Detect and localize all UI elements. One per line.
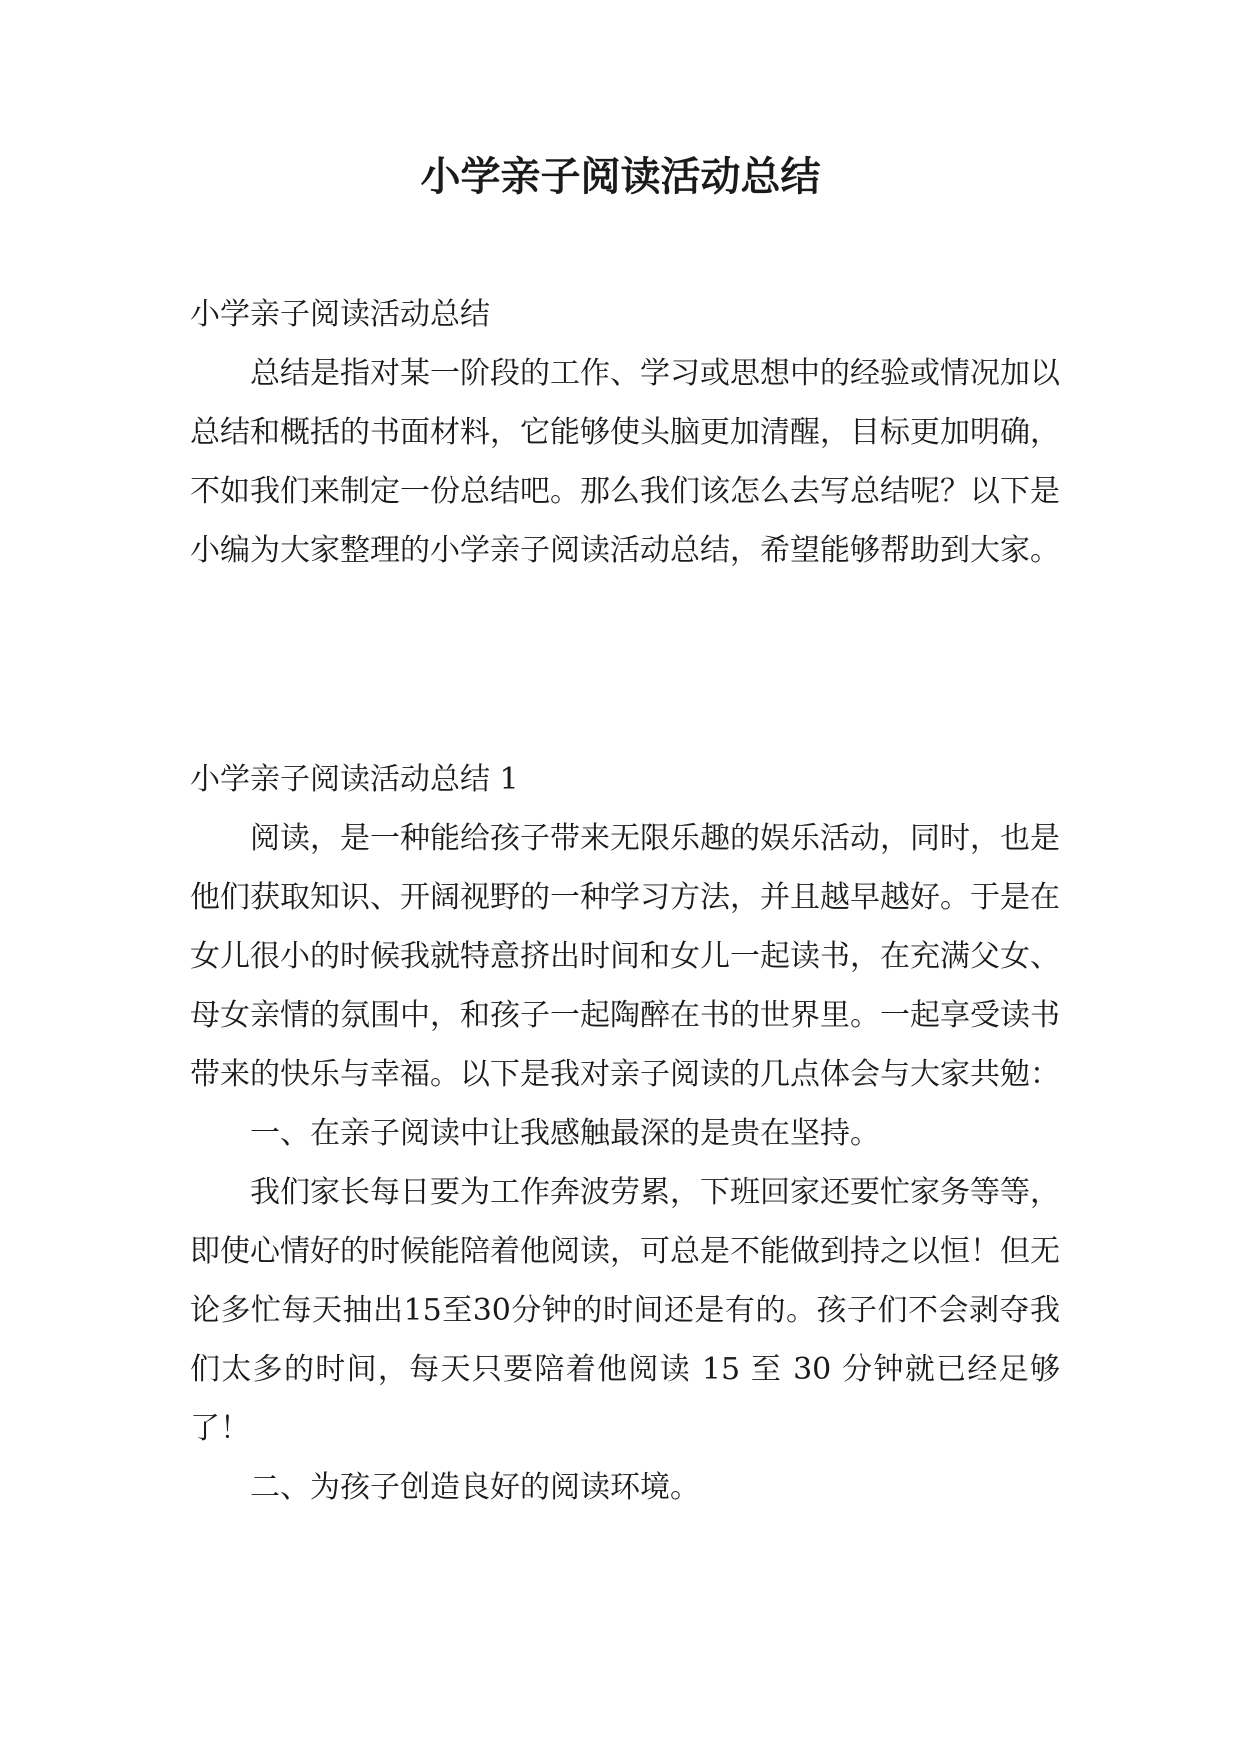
intro-heading: 小学亲子阅读活动总结 [190,297,490,332]
intro-paragraph: 总结是指对某一阶段的工作、学习或思想中的经验或情况加以总结和概括的书面材料，它能够使头脑更加清醒，目标更加明确，不如我们来制定一份总结吧。那么我们该怎么去写总结呢？以下是小编为大家整理的小学亲子阅读活动总结，希望能够帮助到大家。 [190,356,1060,568]
intro-section [190,285,1060,580]
section-1-point-2: 二、为孩子创造良好的阅读环境。 [250,1470,700,1505]
section-1-point-1: 一、在亲子阅读中让我感触最深的是贵在坚持。 [250,1116,880,1151]
section-1-paragraph-1: 阅读，是一种能给孩子带来无限乐趣的娱乐活动，同时，也是他们获取知识、开阔视野的一种学习方法，并且越早越好。于是在女儿很小的时候我就特意挤出时间和女儿一起读书，在充满父女、母女亲情的氛围中，和孩子一起陶醉在书的世界里。一起享受读书带来的快乐与幸福。以下是我对亲子阅读的几点体会与大家共勉： [190,821,1060,1092]
document-title: 小学亲子阅读活动总结 [420,154,821,200]
section-1 [190,750,1060,1517]
section-1-paragraph-2: 我们家长每日要为工作奔波劳累，下班回家还要忙家务等等，即使心情好的时候能陪着他阅读，可总是不能做到持之以恒！但无论多忙每天抽出15至30分钟的时间还是有的。孩子们不会剥夺我们太多的时间，每天只要陪着他阅读 15 至 30 分钟就已经足够了！ [190,1175,1060,1446]
section-1-heading: 小学亲子阅读活动总结 1 [190,762,519,797]
